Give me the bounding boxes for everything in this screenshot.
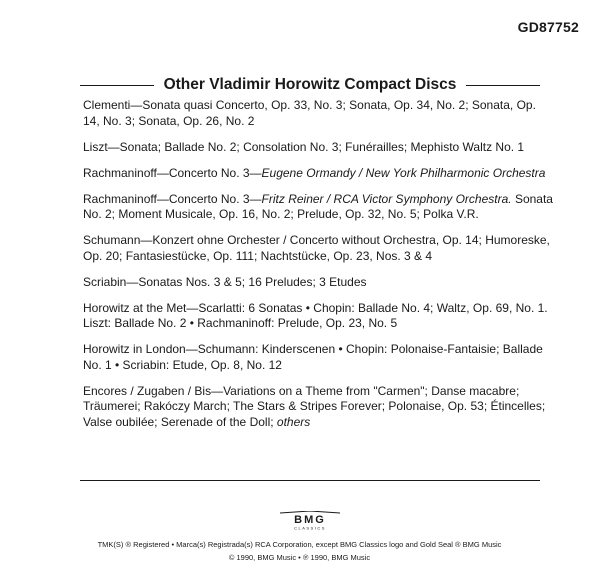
disc-list: [83, 98, 553, 441]
disc-entry-scriabin: Scriabin—Sonatas Nos. 3 & 5; 16 Preludes; 3 Etudes: [83, 274, 367, 289]
heading-rule-right: [466, 85, 540, 86]
disc-entry-liszt: Liszt—Sonata; Ballade No. 2; Consolation No. 3; Funérailles; Mephisto Waltz No. 1: [83, 139, 525, 154]
section-heading: [80, 76, 540, 94]
disc-entry-rachmaninoff-ormandy: Rachmaninoff—Concerto No. 3—Eugene Ormandy / New York Philharmonic Orchestra: [83, 165, 546, 180]
logo-text: BMG: [294, 514, 326, 526]
logo-arch: [280, 511, 340, 513]
bmg-classics-logo: [270, 511, 350, 531]
footer-trademark: TMK(S) ® Registered • Marca(s) Registrada(s) RCA Corporation, except BMG Classics logo and Gold Seal ® BMG Music: [97, 540, 502, 549]
heading-rule-left: [80, 85, 154, 86]
disc-entry-horowitz-at-the-met: Horowitz at the Met—Scarlatti: 6 Sonatas • Chopin: Ballade No. 4; Waltz, Op. 69, No. 1. Liszt: Ballade No. 2 • Rachmaninoff: Prelude, Op. 23, No. 5: [83, 300, 548, 330]
disc-entry-rachmaninoff-reiner: Rachmaninoff—Concerto No. 3—Fritz Reiner / RCA Victor Symphony Orchestra. Sonata No. 2; Moment Musicale, Op. 16, No. 2; Prelude, Op. 32, No. 5; Polka V.R.: [83, 191, 553, 221]
logo-subtext: CLASSICS: [294, 525, 326, 531]
disc-entry-clementi: Clementi—Sonata quasi Concerto, Op. 33, No. 3; Sonata, Op. 34, No. 2; Sonata, Op. 14, No. 3; Sonata, Op. 26, No. 2: [83, 98, 536, 128]
footer-copyright: © 1990, BMG Music • ℗ 1990, BMG Music: [228, 553, 371, 562]
bottom-rule: [80, 480, 540, 481]
catalog-number: GD87752: [517, 19, 579, 35]
disc-entry-horowitz-in-london: Horowitz in London—Schumann: Kinderscenen • Chopin: Polonaise-Fantaisie; Ballade No. 1 • Scriabin: Etude, Op. 8, No. 12: [83, 342, 543, 372]
disc-entry-schumann: Schumann—Konzert ohne Orchester / Concerto without Orchestra, Op. 14; Humoreske, Op. 20; Fantasiestücke, Op. 111; Nachtstücke, Op. 23, Nos. 3 & 4: [83, 233, 550, 263]
disc-entry-encores: Encores / Zugaben / Bis—Variations on a Theme from "Carmen"; Danse macabre; Träumerei; Rakóczy March; The Stars & Stripes Forever; Polonaise, Op. 53; Étincelles; Valse oubilée; Serenade of the Doll; others: [83, 383, 546, 429]
heading-title: Other Vladimir Horowitz Compact Discs: [163, 76, 457, 93]
